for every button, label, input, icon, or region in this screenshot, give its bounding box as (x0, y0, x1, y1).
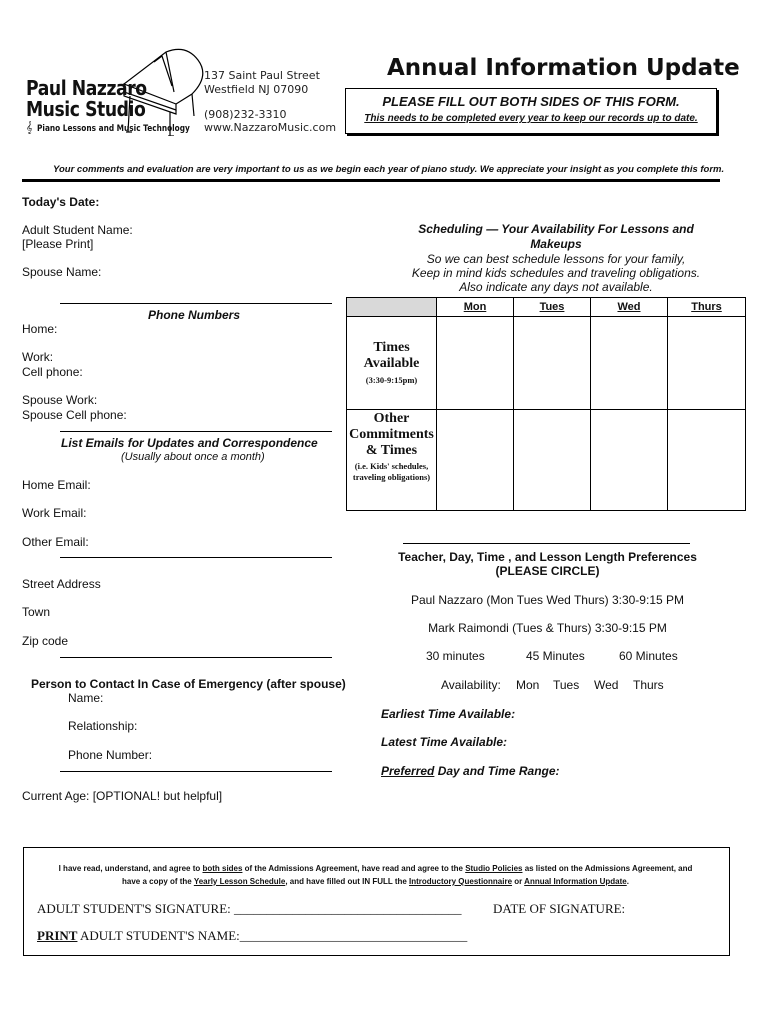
availability-option-mon[interactable]: Mon (516, 678, 540, 692)
availability-option-wed[interactable]: Wed (594, 678, 619, 692)
preferred-underlined: Preferred (381, 764, 435, 778)
emergency-relationship-label: Relationship: (68, 719, 138, 733)
agreement-text-part: I have read, understand, and agree to (58, 863, 203, 873)
logo-tagline: Piano Lessons and Music Technology (37, 124, 190, 134)
address-city: Westfield NJ 07090 (204, 83, 309, 96)
zip-code-label: Zip code (22, 634, 69, 648)
logo-title-line1: Paul Nazzaro (26, 76, 147, 100)
print-word: PRINT (37, 928, 78, 943)
address-street: 137 Saint Paul Street (204, 69, 320, 82)
length-option-45[interactable]: 45 Minutes (526, 649, 585, 663)
scheduling-heading: Scheduling — Your Availability For Lessons and Makeups (418, 222, 694, 251)
spouse-cell-label: Spouse Cell phone: (22, 408, 127, 422)
home-phone-label: Home: (22, 322, 58, 336)
student-name-label: Adult Student Name: (22, 223, 133, 237)
divider (60, 771, 332, 772)
commitments-mon-cell[interactable] (437, 410, 514, 511)
emergency-heading: Person to Contact In Case of Emergency (after spouse) (31, 677, 346, 691)
times-thurs-cell[interactable] (668, 317, 746, 410)
agreement-text (49, 862, 702, 888)
introductory-questionnaire-link: Introductory Questionnaire (409, 876, 513, 886)
work-phone-label: Work: (22, 350, 54, 364)
other-commitments-row-header (347, 410, 437, 511)
treble-clef-icon: 𝄞 (26, 122, 33, 134)
emergency-phone-label: Phone Number: (68, 748, 153, 762)
agreement-text-part: or (512, 876, 525, 886)
emails-subheading: (Usually about once a month) (121, 451, 265, 463)
print-name-line[interactable] (37, 928, 467, 944)
commitments-note2: traveling obligations) (352, 472, 431, 482)
length-option-30[interactable]: 30 minutes (426, 649, 485, 663)
commitments-thurs-cell[interactable] (668, 410, 746, 511)
signature-line[interactable]: ADULT STUDENT'S SIGNATURE: ___________________________________ (37, 901, 462, 916)
divider (60, 431, 332, 432)
agreement-text-part: . (626, 876, 629, 886)
length-option-60[interactable]: 60 Minutes (619, 649, 678, 663)
commitments-note1: (i.e. Kids' schedules, (354, 461, 429, 471)
commitments-tues-cell[interactable] (514, 410, 591, 511)
todays-date-label: Today's Date: (22, 195, 100, 209)
both-sides-link: both sides (202, 863, 243, 873)
cell-phone-label: Cell phone: (22, 365, 83, 379)
divider (403, 543, 690, 544)
scheduling-sub3: Also indicate any days not available. (459, 280, 653, 294)
yearly-lesson-schedule-link: Yearly Lesson Schedule (193, 876, 286, 886)
other-email-label: Other Email: (22, 535, 89, 549)
day-header-mon: Mon (437, 298, 514, 317)
teacher-option-paul[interactable]: Paul Nazzaro (Mon Tues Wed Thurs) 3:30-9:15 PM (410, 593, 684, 607)
print-name-rest: ADULT STUDENT'S NAME:___________________________________ (77, 928, 468, 943)
home-email-label: Home Email: (22, 478, 91, 492)
divider (60, 303, 332, 304)
divider (60, 557, 332, 558)
please-print-label: [Please Print] (22, 237, 94, 251)
teacher-option-mark[interactable]: Mark Raimondi (Tues & Thurs) 3:30-9:15 PM (428, 621, 667, 635)
table-corner-cell (347, 298, 437, 317)
spouse-name-label: Spouse Name: (22, 265, 102, 279)
annual-information-update-link: Annual Information Update (524, 876, 627, 886)
available-label: Available (363, 356, 420, 371)
other-label: Other (373, 411, 410, 426)
availability-option-tues[interactable]: Tues (553, 678, 580, 692)
latest-time-label: Latest Time Available: (381, 735, 508, 749)
preferred-rest: Day and Time Range: (434, 764, 560, 778)
availability-option-thurs[interactable]: Thurs (633, 678, 664, 692)
comments-note: Your comments and evaluation are very important to us as we begin each year of piano study. We appreciate your insight as you complete this form. (53, 164, 725, 175)
times-wed-cell[interactable] (591, 317, 668, 410)
agreement-text-part: as listed on the Admissions Agreement, and (522, 863, 693, 873)
commitments-label: Commitments (349, 427, 434, 442)
logo-title-line2: Music Studio (26, 97, 146, 121)
times-mon-cell[interactable] (437, 317, 514, 410)
agreement-text-part: , and have filled out IN FULL the (285, 876, 410, 886)
scheduling-sub2: Keep in mind kids schedules and traveling obligations. (411, 266, 701, 280)
availability-table (346, 297, 746, 511)
agreement-text-part: of the Admissions Agreement, have read and agree to the (242, 863, 466, 873)
address-phone: (908)232-3310 (204, 108, 287, 121)
studio-policies-link: Studio Policies (465, 863, 523, 873)
day-header-thurs: Thurs (668, 298, 746, 317)
current-age-label: Current Age: [OPTIONAL! but helpful] (22, 789, 223, 803)
commitments-wed-cell[interactable] (591, 410, 668, 511)
scheduling-sub1: So we can best schedule lessons for your family, (426, 252, 686, 266)
times-available-row-header (347, 317, 437, 410)
and-times-label: & Times (365, 443, 418, 458)
availability-label: Availability: (441, 678, 501, 692)
notice-line2: This needs to be completed every year to keep our records up to date. (364, 113, 698, 124)
please-circle-label: (PLEASE CIRCLE) (495, 564, 600, 578)
address-website: www.NazzaroMusic.com (204, 121, 337, 134)
date-of-signature-label[interactable]: DATE OF SIGNATURE: (493, 901, 626, 916)
times-label: Times (373, 340, 410, 355)
town-label: Town (22, 605, 51, 619)
day-header-tues: Tues (514, 298, 591, 317)
day-header-wed: Wed (591, 298, 668, 317)
preferences-heading: Teacher, Day, Time , and Lesson Length Preferences (398, 550, 697, 564)
spouse-work-label: Spouse Work: (22, 393, 98, 407)
divider (60, 657, 332, 658)
page-title: Annual Information Update (387, 55, 740, 81)
work-email-label: Work Email: (22, 506, 87, 520)
studio-logo (22, 46, 192, 138)
header-divider (22, 179, 720, 182)
phone-numbers-heading: Phone Numbers (148, 308, 241, 322)
emails-heading: List Emails for Updates and Correspondence (61, 436, 318, 450)
times-range-note: (3:30-9:15pm) (365, 375, 418, 385)
notice-box (345, 88, 717, 134)
notice-line1: PLEASE FILL OUT BOTH SIDES OF THIS FORM. (382, 94, 680, 109)
earliest-time-label: Earliest Time Available: (381, 707, 516, 721)
emergency-name-label: Name: (68, 691, 104, 705)
agreement-text-part: have a copy of the (122, 876, 194, 886)
street-address-label: Street Address (22, 577, 101, 591)
times-tues-cell[interactable] (514, 317, 591, 410)
preferred-range-label (381, 764, 560, 778)
